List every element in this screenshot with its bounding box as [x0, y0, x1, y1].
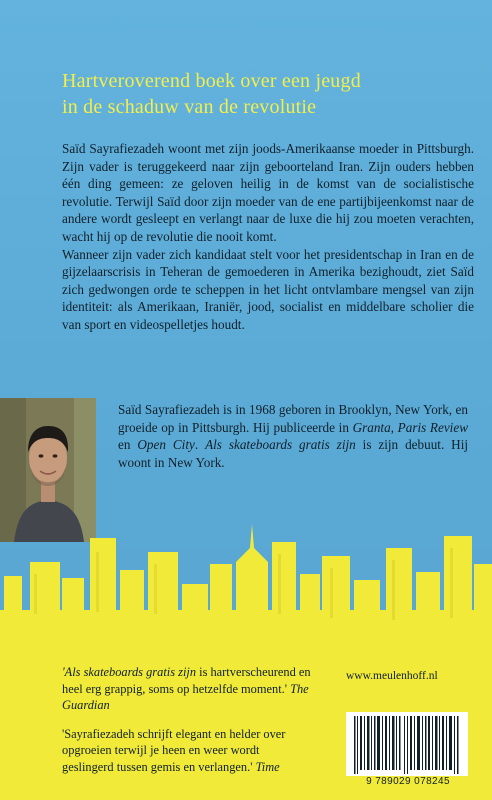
quote2-text: 'Sayrafiezadeh schrijft elegant en helder over opgroeien terwijl je heen en weer wordt geslingerd tussen gemis en verlangen.': [62, 726, 286, 774]
bio-dot: .: [194, 437, 206, 453]
barcode-bars: [346, 712, 468, 776]
blurb-paragraph-2: Wanneer zijn vader zich kandidaat stelt voor het presidentschap in Iran en de gijzelaarscrisis in Teheran de gemoederen in Amerika bezighoudt, ziet Saïd zich gedwongen orde te scheppen in het licht ontvlambare mengsel van zijn identiteit: als Amerikaan, Iraniër, jood, socialist en middelbare scholier die van sport en videospelletjes houdt.: [62, 246, 474, 332]
bio-book-title: Als skateboards gratis zijn: [205, 437, 356, 453]
bio-text-1: Saïd Sayrafiezadeh is in 1968 geboren in Brooklyn, New York, en groeide op in Pittsburgh. Hij publiceerde in: [118, 402, 468, 435]
quote-guardian: [62, 664, 314, 714]
quote2-source: Time: [255, 759, 280, 774]
blurb: [62, 140, 474, 334]
isbn-barcode: [346, 712, 468, 776]
bio-comma: ,: [390, 419, 398, 435]
blurb-paragraph-1: Saïd Sayrafiezadeh woont met zijn joods-Amerikaanse moeder in Pittsburgh. Zijn vader is teruggekeerd naar zijn geboorteland Iran. Zijn ouders hebben één ding gemeen: ze geloven heilig in de komst van de socialistische revolutie. Terwijl Saïd door zijn moeder van de ene partijbijeenkomst naar de andere wordt gesleept en verlangt naar de luxe die hij zou moeten verachten, wacht hij op de revolutie die nooit komt.: [62, 141, 474, 244]
bio-open-city: Open City: [137, 437, 195, 453]
publisher-url: www.meulenhoff.nl: [346, 670, 438, 682]
quote1-book-title: 'Als skateboards gratis zijn: [62, 665, 197, 679]
isbn-number: 9 789029 078245: [366, 776, 450, 787]
quote-time: [62, 726, 314, 776]
bio-paris-review: Paris Review: [397, 419, 468, 435]
quote1-source: The Guardian: [62, 681, 309, 712]
headline-line-2: in de schaduw van de revolutie: [62, 96, 317, 118]
review-quotes: [62, 664, 314, 787]
bio-and: en: [118, 437, 138, 453]
author-bio: [118, 401, 468, 471]
bio-granta: Granta: [352, 419, 391, 435]
cover-headline: [62, 68, 462, 120]
headline-line-1: Hartveroverend boek over een jeugd: [62, 70, 361, 92]
bio-text-end: is zijn debuut. Hij woont in New York.: [118, 437, 469, 470]
quote1-text: is hartverscheurend en heel erg grappig, soms op hetzelfde moment.': [62, 665, 311, 696]
